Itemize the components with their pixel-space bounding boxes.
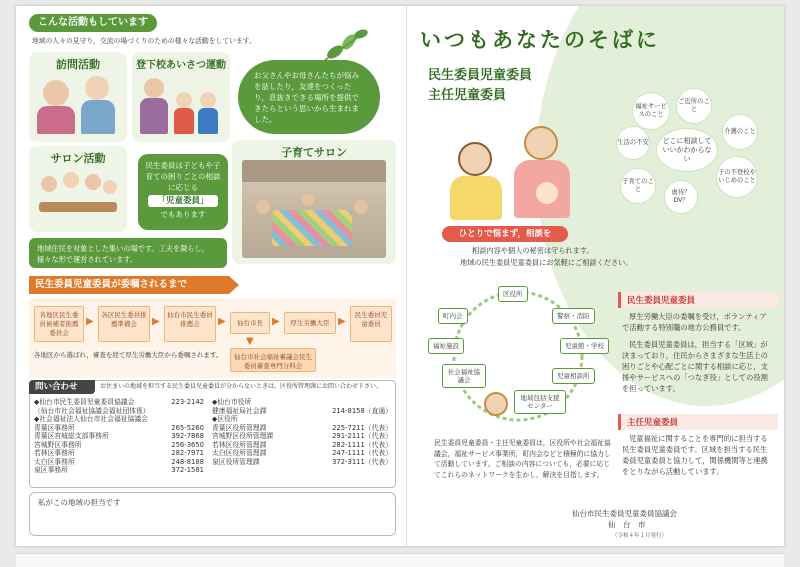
contact-name: 太白区事務所 bbox=[34, 457, 75, 466]
contact-name: ◆区役所 bbox=[212, 415, 238, 423]
salon-title: サロン活動 bbox=[50, 152, 106, 165]
volunteer-figure bbox=[85, 76, 109, 100]
contact-row bbox=[212, 458, 392, 467]
network-neighborhood: 町内会 bbox=[438, 308, 468, 324]
adult-body bbox=[140, 98, 168, 134]
network-ward-office: 区役所 bbox=[498, 286, 528, 302]
salon-person-4 bbox=[103, 180, 117, 194]
play-mat bbox=[272, 210, 352, 246]
woman-figure bbox=[524, 126, 558, 160]
contact-row bbox=[212, 407, 392, 416]
parents-bubble: お父さんやお母さんたちが悩みを話したり，友達をつくったり，息抜きできる場所を提供できたらという思いから生まれました。 bbox=[238, 60, 380, 134]
contact-tel: 256-3650 bbox=[171, 440, 204, 449]
consult-item-5: 子育てのこと bbox=[620, 168, 656, 204]
commission-heading: 民生委員児童委員が委嘱されるまで bbox=[29, 276, 229, 294]
contact-row bbox=[34, 407, 204, 416]
elder-body bbox=[37, 106, 75, 134]
man-body bbox=[450, 176, 502, 220]
contact-tel: 248-8188 bbox=[171, 457, 204, 466]
children-bubble-emphasis: 「児童委員」 bbox=[148, 195, 218, 207]
sec1-body-1: 厚生労働大臣の委嘱を受け，ボランティアで活動する特別職の地方公務員です。 bbox=[622, 312, 767, 332]
publisher-1: 仙台市民生委員児童委員協議会 bbox=[572, 509, 677, 518]
contact-row bbox=[212, 424, 392, 433]
network-description: 民生委員児童委員・主任児童委員は，区役所や社会福祉協議会，福祉サービス事業所，町内会などと積極的に協力して活動しています。ご相談の内容についても，必要に応じてこれらのネットワークを生かし，解決を目指します。 bbox=[434, 439, 611, 479]
volunteer-body bbox=[81, 100, 115, 134]
childcare-photo bbox=[242, 160, 386, 258]
flow-step-5: 厚生労働大臣 bbox=[284, 312, 336, 334]
activities-heading: こんな活動もしています bbox=[29, 14, 157, 32]
children-bubble-text: 民生委員は子どもや子育ての困りごとの相談に応じる bbox=[145, 161, 221, 192]
leaves-icon bbox=[321, 24, 373, 62]
sec2-title: 主任児童委員 bbox=[618, 414, 778, 430]
children-bubble-text-2: でもあります bbox=[160, 210, 206, 219]
cta-note: 地域の民生委員児童委員にお気軽にご相談ください。 bbox=[460, 258, 633, 267]
contact-tel: 291-2111（代表） bbox=[332, 432, 392, 440]
child-body-2 bbox=[198, 108, 218, 134]
contact-name: 若林区役所管理課 bbox=[212, 440, 267, 449]
publisher-2: 仙 台 市 bbox=[608, 520, 646, 529]
contact-list-left bbox=[34, 398, 204, 475]
contact-row bbox=[212, 441, 392, 450]
sec1-body-2: 民生委員児童委員は，担当する「区域」が決まっており，住民からさまざまな生活上の困りごとや心配ごとに関する相談に応じ，支援やサービスへの「つなぎ役」としての役割を担っています。 bbox=[622, 340, 768, 393]
man-figure bbox=[458, 142, 492, 176]
contact-list-right bbox=[212, 398, 392, 466]
sec1-title: 民生委員児童委員 bbox=[618, 292, 778, 308]
school-card bbox=[132, 52, 230, 142]
consult-item-7: 虐待？DV？ bbox=[664, 180, 698, 214]
center-volunteer-figure bbox=[484, 392, 508, 416]
contact-row bbox=[34, 458, 204, 467]
sec2-body: 児童福祉に関することを専門的に担当する民生委員児童委員です。区域を担当する民生委員児童委員と協力して，関係機関等と連携をとりながら活動しています。 bbox=[622, 434, 768, 476]
photo-person-2 bbox=[302, 194, 314, 206]
network-support-center: 地域包括支援センター bbox=[514, 390, 566, 414]
contact-tel: 282-1111（代表） bbox=[332, 440, 392, 449]
contact-name: （仙台市社会福祉協議会福祉団体係） bbox=[34, 406, 150, 415]
contact-row bbox=[34, 432, 204, 441]
contact-row bbox=[34, 441, 204, 450]
contact-row bbox=[212, 432, 392, 441]
contact-name: ◆仙台市民生委員児童委員協議会 bbox=[34, 398, 135, 406]
headline: いつもあなたのそばに bbox=[420, 28, 660, 52]
commission-heading-arrow bbox=[229, 276, 239, 294]
childcare-card bbox=[232, 140, 396, 264]
childcare-title: 子育てサロン bbox=[281, 146, 347, 159]
no-worry-banner: ひとりで悩まず，相談を bbox=[442, 226, 568, 242]
contact-name: 宮城野区事務所 bbox=[34, 440, 82, 449]
flow-arrow-5: ▶ bbox=[338, 316, 346, 327]
child-figure-2 bbox=[200, 92, 216, 108]
consult-center: どこに相談していいかわからない bbox=[656, 128, 718, 172]
contact-name: 健康福祉局社会課 bbox=[212, 406, 267, 415]
network-school: 児童館・学校 bbox=[560, 338, 609, 354]
salon-person-1 bbox=[41, 176, 57, 192]
consult-item-2: ご近所のこと bbox=[676, 88, 712, 124]
contact-row bbox=[212, 449, 392, 458]
photo-person-3 bbox=[354, 200, 368, 214]
contact-name: 若林区事務所 bbox=[34, 449, 75, 457]
contact-tel: 247-1111（代表） bbox=[332, 449, 392, 457]
contact-note: お住まいの地域を担当する民生委員児童委員が分からないときは，区役所管理課にお問い合わせ下さい。 bbox=[100, 383, 383, 390]
contact-row bbox=[34, 415, 204, 424]
elder-figure bbox=[43, 80, 69, 106]
contact-row bbox=[34, 449, 204, 458]
flow-step-2: 各区民生委員推薦準備会 bbox=[98, 306, 150, 342]
viewer-bottom-bar bbox=[16, 553, 784, 567]
brochure-sheet bbox=[16, 6, 784, 546]
contact-row bbox=[34, 466, 204, 475]
children-bubble bbox=[138, 154, 228, 230]
network-child-guidance: 児童相談所 bbox=[552, 368, 595, 384]
flow-arrow-2: ▶ bbox=[152, 316, 160, 327]
contact-tel: 372-1581 bbox=[171, 466, 204, 474]
subtitle-2: 主任児童委員 bbox=[428, 88, 507, 103]
school-title: 登下校あいさつ運動 bbox=[136, 60, 226, 71]
network-council: 社会福祉協議会 bbox=[442, 364, 486, 388]
visits-title: 訪問活動 bbox=[56, 58, 100, 71]
contact-name: ◆仙台市役所 bbox=[212, 398, 252, 406]
contact-name: 青葉区事務所 bbox=[34, 423, 75, 432]
flow-arrow-3: ▶ bbox=[218, 316, 226, 327]
contact-row bbox=[34, 398, 204, 407]
contact-name: 宮城野区役所管理課 bbox=[212, 432, 274, 440]
contact-name: 青葉区宮城総支部事務所 bbox=[34, 432, 109, 440]
privacy-note: 相談内容や個人の秘密は守られます。 bbox=[472, 246, 594, 255]
area-box bbox=[29, 492, 396, 536]
activities-intro: 地域の人々の見守り，交流の場づくりのための様々な活動をしています。 bbox=[32, 37, 256, 45]
child-figure-1 bbox=[176, 92, 192, 108]
contact-tel: 225-7211（代表） bbox=[332, 423, 392, 432]
visits-card bbox=[29, 52, 127, 142]
contact-name: 泉区役所管理課 bbox=[212, 457, 260, 466]
photo-person-1 bbox=[256, 200, 270, 214]
area-label: 私がこの地域の担当です bbox=[38, 498, 121, 507]
adult-figure bbox=[144, 78, 164, 98]
contact-name: 青葉区役所管理課 bbox=[212, 423, 267, 432]
flow-arrow-down: ▼ bbox=[246, 336, 254, 347]
contact-name: ◆社会福祉法人仙台市社会福祉協議会 bbox=[34, 415, 148, 423]
salon-person-3 bbox=[85, 174, 101, 190]
flow-step-4: 仙台市長 bbox=[230, 312, 270, 334]
contact-name: 泉区事務所 bbox=[34, 466, 68, 474]
child-body-1 bbox=[174, 108, 194, 134]
contact-tel: 214-8158（直通） bbox=[332, 406, 392, 415]
contact-row bbox=[34, 424, 204, 433]
flow-step-6: 民生委員児童委員 bbox=[350, 306, 392, 342]
network-welfare-facility: 福祉施設 bbox=[428, 338, 464, 354]
issue-date: （令和４年１月発行） bbox=[612, 533, 668, 539]
baby-figure bbox=[536, 182, 558, 204]
salon-card bbox=[29, 146, 127, 232]
flow-arrow-1: ▶ bbox=[86, 316, 94, 327]
flow-step-3: 仙台市民生委員推薦会 bbox=[164, 306, 216, 342]
consult-item-4: 生活の不安 bbox=[616, 126, 650, 160]
section-chief-child-commissioner bbox=[618, 414, 778, 480]
consult-item-6: 子の不登校やいじめのこと bbox=[716, 156, 758, 198]
flow-note: 各地区から選ばれ，審査を経て厚生労働大臣から委嘱されます。 bbox=[34, 351, 223, 359]
subtitle-1: 民生委員児童委員 bbox=[428, 68, 533, 83]
flow-sub-committee: 仙台市社会福祉審議会民生委員審査専門分科会 bbox=[230, 348, 316, 372]
fold-divider bbox=[406, 6, 407, 546]
salon-person-2 bbox=[63, 172, 79, 188]
photo-wall bbox=[242, 160, 386, 182]
flow-step-1: 各地区民生委員候補者推薦委員会 bbox=[34, 306, 84, 342]
contact-tel: 265-5260 bbox=[171, 423, 204, 432]
contact-heading: 問い合わせ bbox=[29, 380, 95, 394]
consult-cluster bbox=[612, 88, 780, 226]
flow-arrow-4: ▶ bbox=[272, 316, 280, 327]
network-police-fire: 警察・消防 bbox=[552, 308, 595, 324]
contact-row bbox=[212, 415, 392, 424]
consult-item-1: 福祉サービスのこと bbox=[632, 92, 670, 130]
salon-table bbox=[39, 202, 117, 212]
contact-tel: 392-7868 bbox=[171, 432, 204, 440]
contact-row bbox=[212, 398, 392, 407]
contact-name: 太白区役所管理課 bbox=[212, 449, 267, 457]
consult-item-3: 介護のこと bbox=[722, 114, 758, 150]
contact-tel: 282-7971 bbox=[171, 449, 204, 457]
contact-tel: 223-2142 bbox=[171, 398, 204, 406]
section-welfare-commissioner bbox=[618, 292, 778, 397]
contact-tel: 372-3111（代表） bbox=[332, 457, 392, 466]
salon-bubble: 地域住民を対象とした集いの場です。工夫を凝らし，様々な形で運営されています。 bbox=[29, 238, 227, 268]
